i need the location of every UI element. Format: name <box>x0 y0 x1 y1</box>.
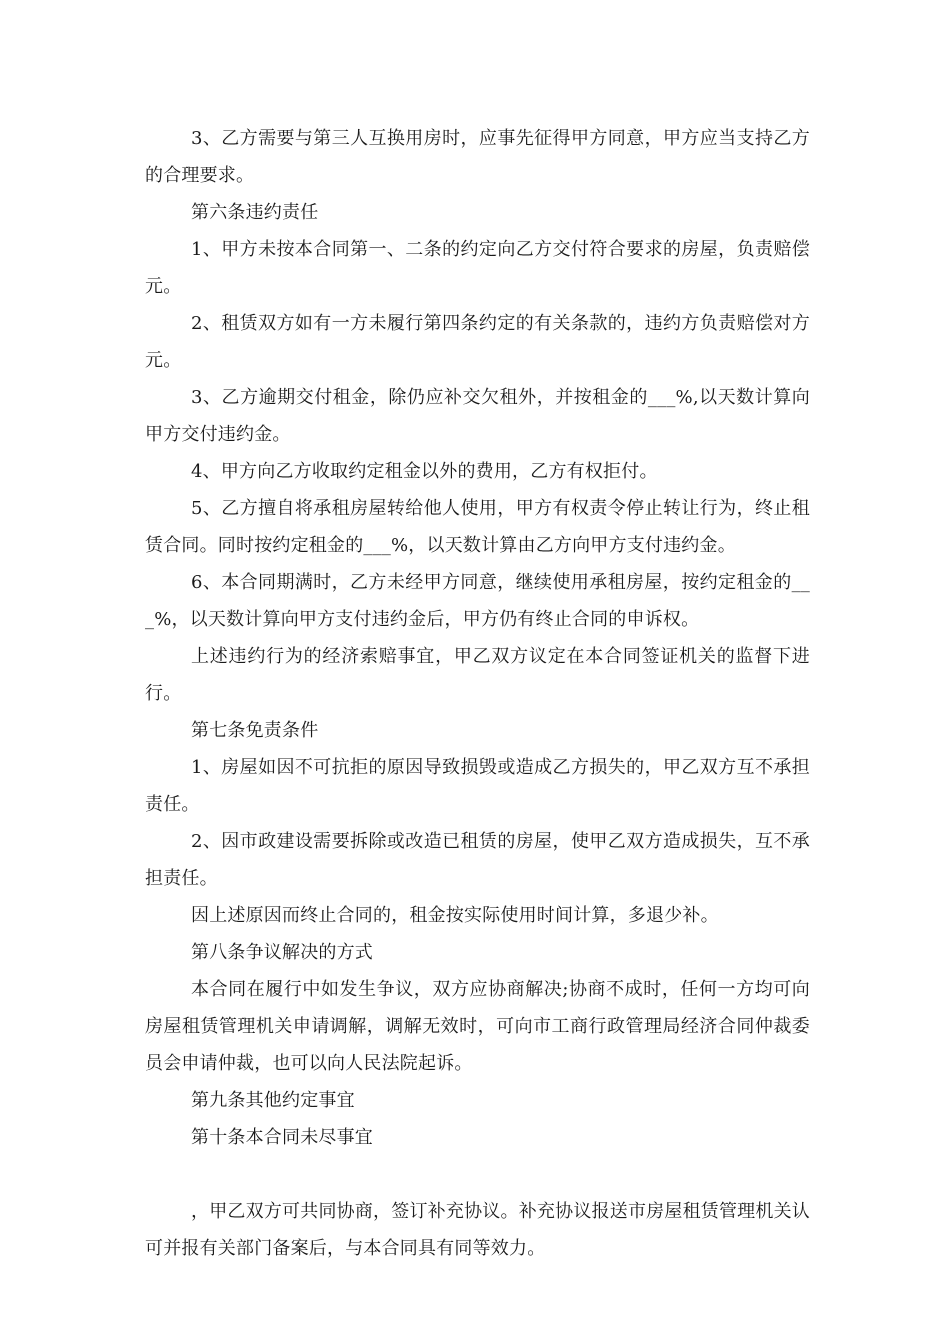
heading-article-8: 第八条争议解决的方式 <box>191 942 373 963</box>
heading-article-10: 第十条本合同未尽事宜 <box>191 1127 373 1148</box>
paragraph-breach-2: 2、租赁双方如有一方未履行第四条约定的有关条款的，违约方负责赔偿对方元。 <box>145 313 810 371</box>
paragraph-breach-3: 3、乙方逾期交付租金，除仍应补交欠租外，并按租金的___%,以天数计算向甲方交付违约金。 <box>145 387 810 445</box>
paragraph-swap-housing: 3、乙方需要与第三人互换用房时，应事先征得甲方同意，甲方应当支持乙方的合理要求。 <box>145 128 810 186</box>
paragraph-breach-1: 1、甲方未按本合同第一、二条的约定向乙方交付符合要求的房屋，负责赔偿元。 <box>145 239 810 297</box>
paragraph-dispute-resolution: 本合同在履行中如发生争议，双方应协商解决;协商不成时，任何一方均可向房屋租赁管理机关申请调解，调解无效时，可向市工商行政管理局经济合同仲裁委员会申请仲裁，也可以向人民法院起诉。 <box>145 979 810 1074</box>
heading-article-7: 第七条免责条件 <box>191 720 319 741</box>
paragraph-breach-supervision: 上述违约行为的经济索赔事宜，甲乙双方议定在本合同签证机关的监督下进行。 <box>145 646 810 704</box>
paragraph-exemption-rent: 因上述原因而终止合同的，租金按实际使用时间计算，多退少补。 <box>191 905 719 926</box>
paragraph-supplementary-agreement: ，甲乙双方可共同协商，签订补充协议。补充协议报送市房屋租赁管理机关认可并报有关部门备案后，与本合同具有同等效力。 <box>145 1201 810 1259</box>
heading-article-9: 第九条其他约定事宜 <box>191 1090 355 1111</box>
paragraph-breach-4: 4、甲方向乙方收取约定租金以外的费用，乙方有权拒付。 <box>191 461 658 482</box>
heading-article-6: 第六条违约责任 <box>191 202 319 223</box>
blank-line <box>145 1156 810 1193</box>
paragraph-exemption-2: 2、因市政建设需要拆除或改造已租赁的房屋，使甲乙双方造成损失，互不承担责任。 <box>145 831 810 889</box>
document-page <box>145 120 810 1267</box>
paragraph-exemption-1: 1、房屋如因不可抗拒的原因导致损毁或造成乙方损失的，甲乙双方互不承担责任。 <box>145 757 810 815</box>
paragraph-breach-6: 6、本合同期满时，乙方未经甲方同意，继续使用承租房屋，按约定租金的___%，以天数计算向甲方支付违约金后，甲方仍有终止合同的申诉权。 <box>145 572 810 630</box>
paragraph-breach-5: 5、乙方擅自将承租房屋转给他人使用，甲方有权责令停止转让行为，终止租赁合同。同时按约定租金的___%，以天数计算由乙方向甲方支付违约金。 <box>145 498 810 556</box>
